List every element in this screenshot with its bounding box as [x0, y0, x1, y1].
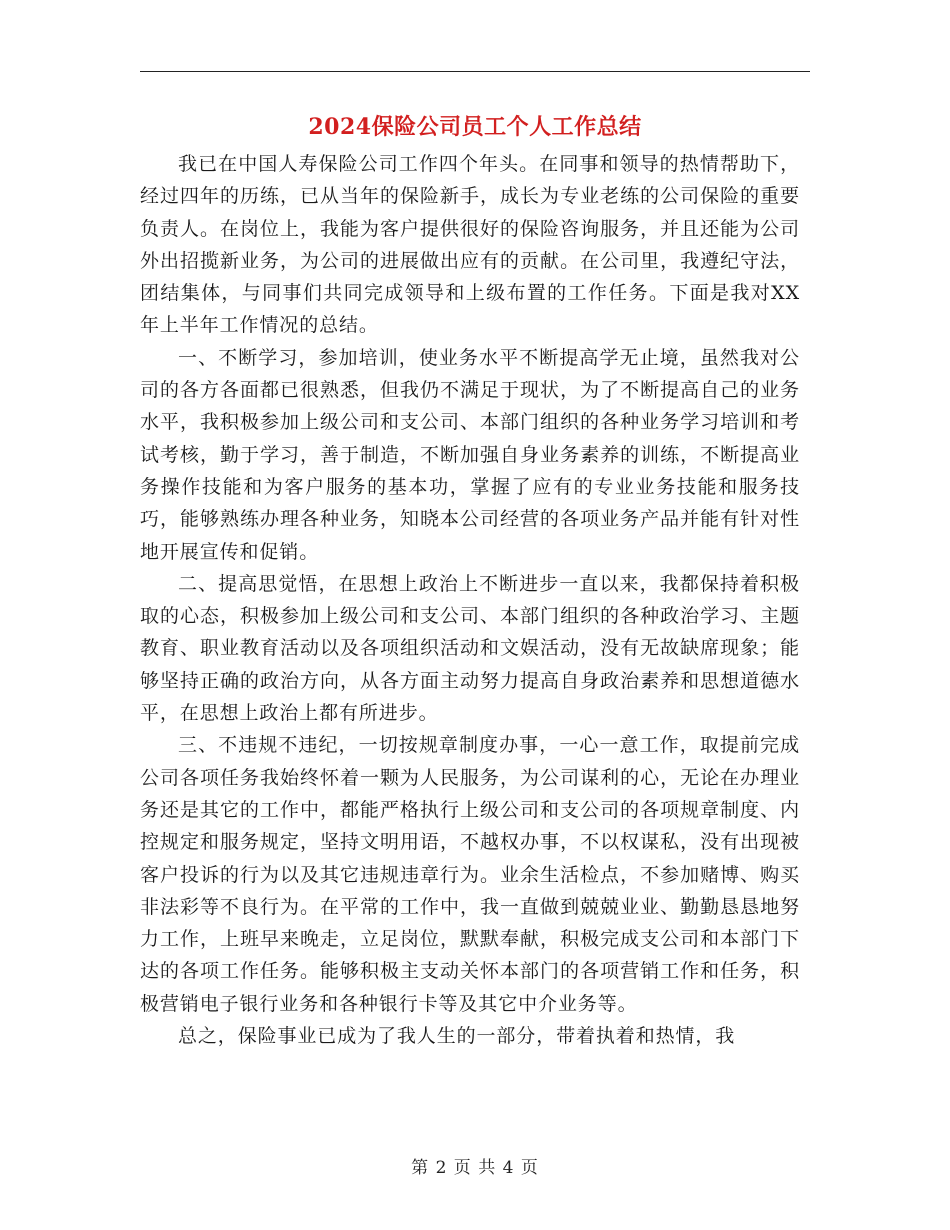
paragraph-section-3: 三、不违规不违纪，一切按规章制度办事，一心一意工作，取提前完成公司各项任务我始终怀着一颗为人民服务，为公司谋利的心，无论在办理业务还是其它的工作中，都能严格执行上级公司和支公司的各项规章制度、内控规定和服务规定，坚持文明用语，不越权办事，不以权谋私，没有出现被客户投诉的行为以及其它违规违章行为。业余生活检点，不参加赌博、购买非法彩等不良行为。在平常的工作中，我一直做到兢兢业业、勤勤恳恳地努力工作，上班早来晚走，立足岗位，默默奉献，积极完成支公司和本部门下达的各项工作任务。能够积极主支动关怀本部门的各项营销工作和任务，积极营销电子银行业务和各种银行卡等及其它中介业务等。: [140, 734, 800, 1015]
document-body: [140, 148, 800, 1052]
paragraph-intro: 我已在中国人寿保险公司工作四个年头。在同事和领导的热情帮助下，经过四年的历练，已从当年的保险新手，成长为专业老练的公司保险的重要负责人。在岗位上，我能为客户提供很好的保险咨询服务，并且还能为公司外出招揽新业务，为公司的进展做出应有的贡献。在公司里，我遵纪守法，团结集体，与同事们共同完成领导和上级布置的工作任务。下面是我对XX年上半年工作情况的总结。: [140, 153, 800, 337]
page-number: 第 2 页 共 4 页: [411, 1158, 539, 1178]
paragraph-section-2: 二、提高思觉悟，在思想上政治上不断进步一直以来，我都保持着积极取的心态，积极参加上级公司和支公司、本部门组织的各种政治学习、主题教育、职业教育活动以及各项组织活动和文娱活动，没有无故缺席现象；能够坚持正确的政治方向，从各方面主动努力提高自身政治素养和思想道德水平，在思想上政治上都有所进步。: [140, 572, 800, 725]
header-rule: [140, 71, 810, 72]
page-footer: [0, 1153, 950, 1178]
paragraph-section-1: 一、不断学习，参加培训，使业务水平不断提高学无止境，虽然我对公司的各方各面都已很熟悉，但我仍不满足于现状，为了不断提高自己的业务水平，我积极参加上级公司和支公司、本部门组织的各种业务学习培训和考试考核，勤于学习，善于制造，不断加强自身业务素养的训练，不断提高业务操作技能和为客户服务的基本功，掌握了应有的专业业务技能和服务技巧，能够熟练办理各种业务，知晓本公司经营的各项业务产品并能有针对性地开展宣传和促销。: [140, 346, 800, 563]
document-title: 2024保险公司员工个人工作总结: [308, 114, 642, 140]
paragraph-conclusion: 总之，保险事业已成为了我人生的一部分，带着执着和热情，我: [178, 1025, 736, 1048]
